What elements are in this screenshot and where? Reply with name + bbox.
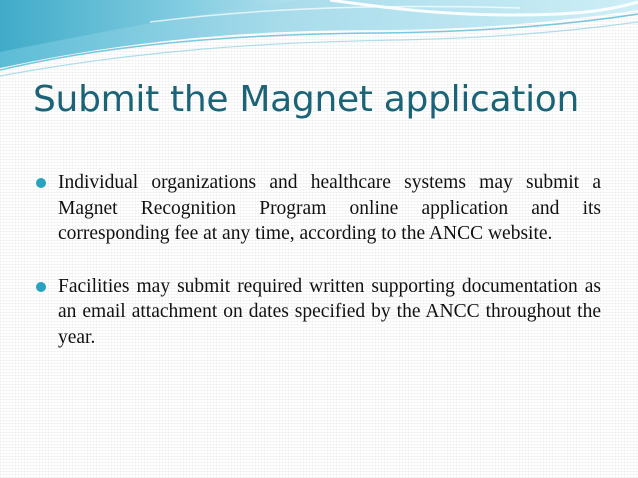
header-wave-decoration bbox=[0, 0, 638, 80]
bullet-text: Facilities may submit required written supporting documentation as an email attachment on dates specified by the ANCC throughout the year. bbox=[58, 275, 601, 348]
bullet-item bbox=[36, 274, 601, 351]
bullet-dot-icon bbox=[36, 178, 46, 188]
bullet-text: Individual organizations and healthcare systems may submit a Magnet Recognition Program online application and its corresponding fee at any time, according to the ANCC website. bbox=[58, 172, 601, 244]
bullet-dot-icon bbox=[36, 282, 46, 292]
bullet-list bbox=[36, 170, 601, 377]
bullet-item bbox=[36, 170, 601, 247]
slide-title: Submit the Magnet application bbox=[33, 79, 580, 120]
